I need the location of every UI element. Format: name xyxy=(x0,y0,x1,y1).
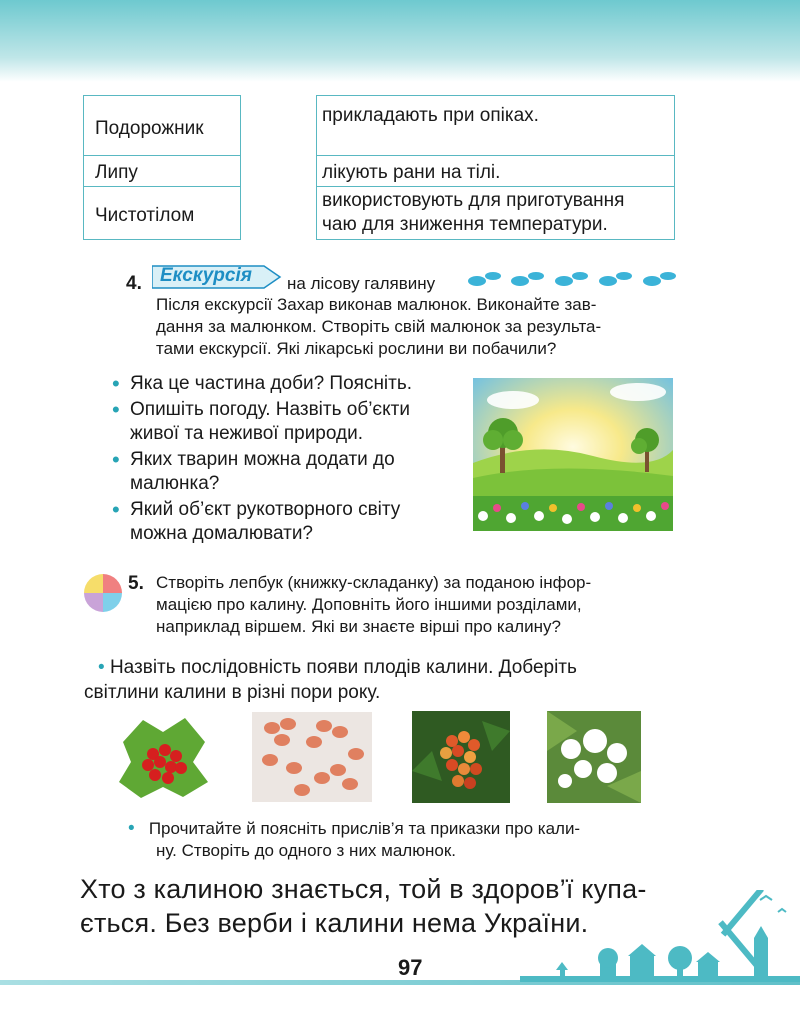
list-item: • Який об’єкт рукотворного світу можна домалювати? xyxy=(110,498,462,546)
viburnum-berries-photo xyxy=(113,712,213,802)
lapbook-icon xyxy=(82,572,124,614)
task-4-number: 4. xyxy=(126,273,142,294)
task-5-number: 5. xyxy=(128,573,144,594)
list-item: • Опишіть погоду. Назвіть об’єкти живої та неживої природи. xyxy=(110,398,462,446)
task-4-bullets xyxy=(110,372,462,546)
excursion-badge: Екскурсія xyxy=(152,264,282,290)
proverb-text: Хто з калиною знається, той в здоров’ї купа- ється. Без верби і калини нема України. xyxy=(80,874,647,938)
bullet-icon: • xyxy=(98,657,105,678)
table-left-cell-1: Подорожник xyxy=(83,95,241,156)
task-5-paragraph-2: • Прочитайте й поясніть прислів’я та приказки про кали- ну. Створіть до одного з них малюнок. xyxy=(128,818,581,860)
list-item: • Яких тварин можна додати до малюнка? xyxy=(110,448,462,496)
table-right-cell-3: використовують для приготування чаю для зниження температури. xyxy=(316,186,675,240)
viburnum-flowers-photo xyxy=(547,711,641,803)
task-4-text: Після екскурсії Захар виконав малюнок. Виконайте зав- дання за малюнком. Створіть свій малюнок за результа- тами екскурсії. Які лікарські рослини ви побачили? xyxy=(156,295,602,358)
table-left-cell-2: Липу xyxy=(83,155,241,187)
header-band xyxy=(0,0,800,82)
meadow-illustration xyxy=(473,378,673,531)
village-windmill-icon xyxy=(520,890,800,982)
table-right-cell-1: прикладають при опіках. xyxy=(316,95,675,156)
task-5-paragraph-1: • Назвіть послідовність появи плодів калини. Доберіть світлини калини в різні пори року. xyxy=(84,657,577,703)
bullet-icon: • xyxy=(128,818,135,839)
viburnum-seeds-photo xyxy=(252,712,372,802)
table-left-cell-3: Чистотілом xyxy=(83,186,241,240)
list-item: • Яка це частина доби? Поясніть. xyxy=(110,372,462,396)
page-number: 97 xyxy=(398,955,423,980)
unripe-berries-photo xyxy=(412,711,510,803)
table-right-cell-2: лікують рани на тілі. xyxy=(316,155,675,187)
footprints-icon xyxy=(463,267,678,289)
task-5-text: Створіть лепбук (книжку-складанку) за поданою інфор- мацією про калину. Доповніть його іншими розділами, наприклад віршем. Які ви знаєте вірші про калину? xyxy=(156,573,592,636)
task-4-title-rest: на лісову галявину xyxy=(287,274,436,293)
